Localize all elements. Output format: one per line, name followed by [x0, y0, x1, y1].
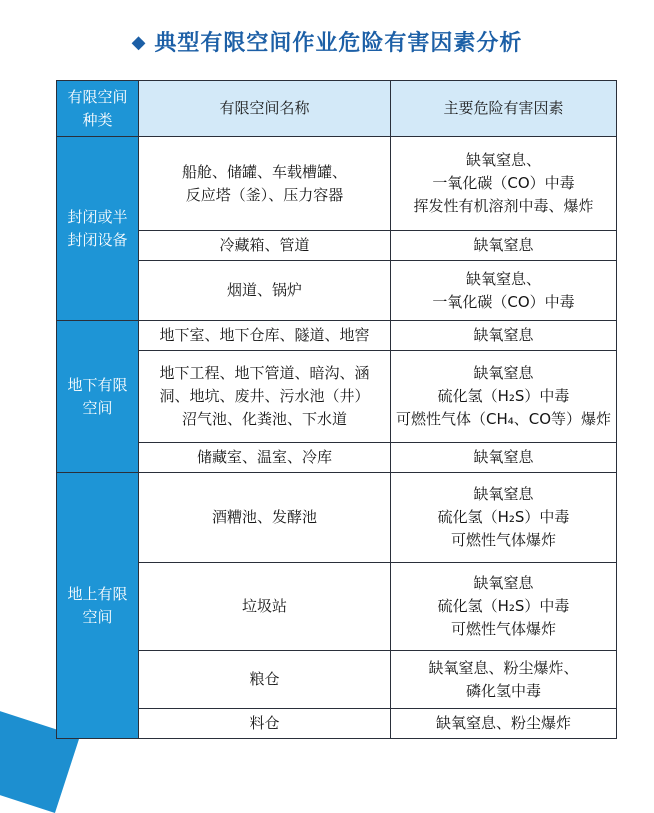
table-header-row: [57, 81, 617, 137]
table-row: [57, 137, 617, 231]
cell-line: 地下工程、地下管道、暗沟、涵: [159, 364, 370, 382]
cell-line: 缺氧窒息、: [465, 269, 541, 288]
table-row: [57, 351, 617, 443]
cell-line: 缺氧窒息: [473, 236, 534, 254]
hazard-cell: [391, 443, 617, 473]
cell-line: 缺氧窒息、: [465, 151, 541, 169]
cell-line: 烟道、锅炉: [226, 281, 302, 299]
cell-line: 料仓: [249, 714, 280, 732]
table-row: [57, 473, 617, 563]
hazard-cell: [391, 651, 617, 709]
page-title-text: 典型有限空间作业危险有害因素分析: [154, 31, 523, 56]
cell-line: 洞、地坑、废井、污水池（井）: [159, 387, 370, 405]
cell-line: 可燃性气体爆炸: [450, 531, 556, 549]
cell-line: 可燃性气体（CH₄、CO等）爆炸: [395, 410, 612, 428]
header-hazards: 主要危险有害因素: [391, 81, 617, 137]
cell-line: 硫化氢（H₂S）中毒: [437, 508, 570, 526]
space-name-cell: [139, 321, 391, 351]
space-name-cell: [139, 563, 391, 651]
cell-line: 缺氧窒息: [473, 364, 534, 382]
space-name-cell: [139, 231, 391, 261]
category-cell: [57, 137, 139, 321]
category-label: 封闭或半封闭设备: [67, 207, 128, 249]
table-row: [57, 651, 617, 709]
space-name-cell: [139, 443, 391, 473]
hazard-cell: [391, 563, 617, 651]
cell-line: 酒糟池、发酵池: [211, 508, 317, 526]
cell-line: 缺氧窒息: [473, 574, 534, 592]
cell-line: 粮仓: [249, 670, 280, 688]
cell-line: 缺氧窒息: [473, 326, 534, 344]
category-cell: [57, 473, 139, 739]
cell-line: 沼气池、化粪池、下水道: [181, 410, 347, 428]
category-cell: [57, 321, 139, 473]
table-row: [57, 709, 617, 739]
cell-line: 船舱、储罐、车载槽罐、: [181, 162, 347, 181]
table-row: [57, 443, 617, 473]
space-name-cell: [139, 651, 391, 709]
space-name-cell: [139, 473, 391, 563]
cell-line: 缺氧窒息、粉尘爆炸、: [428, 658, 579, 677]
table-row: [57, 563, 617, 651]
cell-line: 硫化氢（H₂S）中毒: [437, 597, 570, 615]
cell-line: 挥发性有机溶剂中毒、爆炸: [413, 197, 594, 215]
hazard-cell: [391, 137, 617, 231]
cell-line: 磷化氢中毒: [465, 681, 541, 700]
hazard-table: [56, 80, 617, 739]
page-title: [0, 26, 654, 57]
cell-line: 缺氧窒息: [473, 448, 534, 466]
cell-line: 储藏室、温室、冷库: [196, 448, 332, 466]
cell-line: 硫化氢（H₂S）中毒: [437, 387, 570, 405]
space-name-cell: [139, 261, 391, 321]
cell-line: 地下室、地下仓库、隧道、地窖: [159, 326, 370, 344]
category-label: 地上有限空间: [67, 584, 128, 626]
category-label: 地下有限空间: [67, 375, 128, 417]
hazard-cell: [391, 473, 617, 563]
table-row: [57, 321, 617, 351]
table-row: [57, 231, 617, 261]
header-name: 有限空间名称: [139, 81, 391, 137]
cell-line: 可燃性气体爆炸: [450, 620, 556, 638]
cell-line: 一氧化碳（CO）中毒: [432, 174, 575, 192]
cell-line: 反应塔（釜）、压力容器: [185, 185, 344, 204]
cell-line: 一氧化碳（CO）中毒: [432, 292, 575, 311]
header-category: 有限空间种类: [57, 81, 139, 137]
cell-line: 缺氧窒息: [473, 485, 534, 503]
hazard-cell: [391, 351, 617, 443]
cell-line: 缺氧窒息、粉尘爆炸: [435, 714, 571, 732]
space-name-cell: [139, 351, 391, 443]
hazard-cell: [391, 231, 617, 261]
hazard-cell: [391, 261, 617, 321]
space-name-cell: [139, 137, 391, 231]
space-name-cell: [139, 709, 391, 739]
hazard-cell: [391, 321, 617, 351]
diamond-icon: ◆: [131, 32, 147, 53]
cell-line: 垃圾站: [241, 597, 287, 615]
hazard-cell: [391, 709, 617, 739]
table-row: [57, 261, 617, 321]
cell-line: 冷藏箱、管道: [219, 236, 310, 254]
